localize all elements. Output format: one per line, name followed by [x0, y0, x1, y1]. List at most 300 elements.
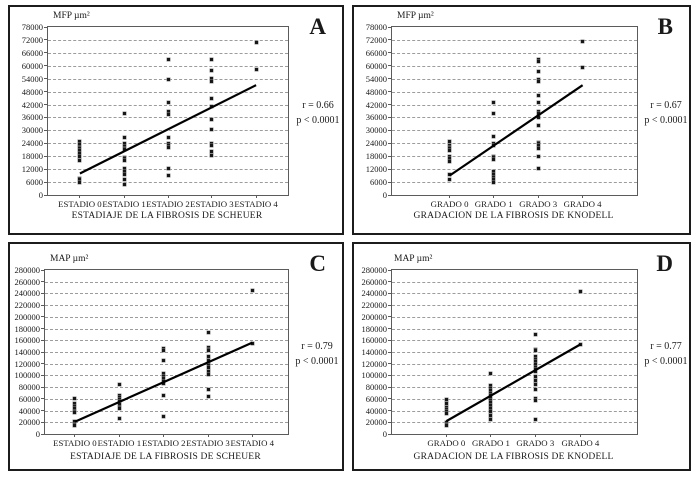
- data-point: [210, 97, 213, 100]
- data-point: [207, 355, 210, 358]
- y-axis-tick: [388, 130, 391, 131]
- y-axis-tick: [41, 398, 44, 399]
- data-point: [162, 382, 165, 385]
- data-point: [123, 159, 126, 162]
- y-axis-tick: [44, 130, 47, 131]
- y-axis-tick: [41, 352, 44, 353]
- gridline: [392, 79, 637, 80]
- x-category-label: GRADO 1: [472, 438, 510, 448]
- data-point: [207, 349, 210, 352]
- data-point: [537, 147, 540, 150]
- y-axis-tick: [388, 363, 391, 364]
- data-point: [162, 415, 165, 418]
- gridline: [45, 317, 288, 318]
- y-axis-unit-label: MAP µm²: [394, 254, 433, 264]
- data-point: [537, 155, 540, 158]
- y-axis-tick-label: 20000: [365, 417, 387, 428]
- gridline: [45, 305, 288, 306]
- x-axis-title: ESTADIAJE DE LA FIBROSIS DE SCHEUER: [70, 452, 261, 462]
- y-axis-tick-label: 18000: [365, 151, 387, 162]
- x-category-label: ESTADIO 3: [186, 438, 230, 448]
- data-point: [492, 158, 495, 161]
- y-axis-tick-label: 78000: [365, 22, 387, 32]
- data-point: [492, 112, 495, 115]
- x-category-label: ESTADIO 0: [58, 199, 102, 209]
- y-axis-tick: [388, 117, 391, 118]
- data-point: [167, 113, 170, 116]
- y-axis-tick-label: 120000: [14, 358, 40, 369]
- gridline: [45, 375, 288, 376]
- y-axis-tick-label: 42000: [21, 99, 43, 110]
- y-axis-tick-label: 60000: [365, 393, 387, 404]
- y-axis-tick: [41, 434, 44, 435]
- x-axis-tick: [119, 434, 120, 437]
- y-axis-tick: [44, 39, 47, 40]
- y-axis-tick-label: 160000: [14, 335, 40, 346]
- y-axis-tick-label: 24000: [365, 138, 387, 149]
- y-axis-tick-label: 100000: [361, 370, 387, 381]
- data-point: [123, 183, 126, 186]
- data-point: [167, 58, 170, 61]
- y-axis-tick: [44, 143, 47, 144]
- y-axis-tick: [41, 340, 44, 341]
- data-point: [210, 154, 213, 157]
- data-point: [492, 101, 495, 104]
- data-point: [167, 146, 170, 149]
- data-point: [579, 290, 582, 293]
- x-category-label: GRADO 4: [561, 438, 600, 448]
- panel-letter: C: [309, 251, 326, 276]
- data-point: [537, 101, 540, 104]
- data-point: [207, 366, 210, 369]
- x-axis-tick: [256, 195, 257, 198]
- y-axis-tick-label: 0: [35, 429, 40, 439]
- y-axis-tick: [44, 117, 47, 118]
- y-axis-tick: [388, 305, 391, 306]
- y-axis-tick: [388, 352, 391, 353]
- y-axis-unit-label: MFP µm²: [397, 11, 434, 21]
- x-axis-title: GRADACION DE LA FIBROSIS DE KNODELL: [413, 452, 614, 462]
- data-point: [579, 343, 582, 346]
- y-axis-tick-label: 220000: [361, 300, 387, 311]
- y-axis-tick-label: 160000: [361, 335, 387, 346]
- x-axis-tick: [79, 195, 80, 198]
- data-point: [210, 58, 213, 61]
- panel-letter: D: [656, 251, 673, 276]
- panel-b: [352, 5, 691, 235]
- gridline: [48, 40, 288, 41]
- y-axis-tick: [44, 52, 47, 53]
- gridline: [392, 411, 637, 412]
- data-point: [445, 424, 448, 427]
- gridline: [392, 352, 637, 353]
- x-category-label: ESTADIO 2: [146, 199, 190, 209]
- gridline: [392, 169, 637, 170]
- y-axis-tick-label: 36000: [21, 112, 43, 123]
- data-point: [537, 167, 540, 170]
- y-axis-tick: [388, 195, 391, 196]
- gridline: [392, 66, 637, 67]
- y-axis-tick-label: 48000: [21, 86, 43, 97]
- x-axis-tick: [208, 434, 209, 437]
- x-axis-tick: [446, 434, 447, 437]
- y-axis-tick-label: 78000: [21, 22, 43, 32]
- data-point: [445, 402, 448, 405]
- x-category-label: ESTADIO 1: [97, 438, 142, 448]
- y-axis-tick: [44, 104, 47, 105]
- y-axis-tick-label: 6000: [26, 177, 43, 188]
- data-point: [537, 124, 540, 127]
- data-point: [118, 417, 121, 420]
- x-axis-tick: [252, 434, 253, 437]
- y-axis-tick-label: 6000: [370, 177, 387, 188]
- data-point: [251, 342, 254, 345]
- panel-d: [352, 242, 691, 471]
- y-axis-tick: [388, 293, 391, 294]
- data-point: [448, 173, 451, 176]
- data-point: [118, 407, 121, 410]
- y-axis-tick-label: 24000: [21, 138, 43, 149]
- gridline: [392, 143, 637, 144]
- y-axis-tick: [41, 375, 44, 376]
- y-axis-tick: [388, 104, 391, 105]
- y-axis-tick-label: 30000: [365, 125, 387, 136]
- y-axis-tick-label: 200000: [361, 311, 387, 322]
- data-point: [445, 398, 448, 401]
- data-point: [534, 375, 537, 378]
- data-point: [492, 135, 495, 138]
- gridline: [392, 156, 637, 157]
- plot-area-b: [365, 22, 638, 209]
- correlation-annotation: [640, 99, 692, 128]
- x-axis-tick: [449, 195, 450, 198]
- x-axis-title: ESTADIAJE DE LA FIBROSIS DE SCHEUER: [71, 211, 263, 221]
- data-point: [73, 397, 76, 400]
- x-category-label: GRADO 4: [563, 199, 602, 209]
- panel-a: [8, 5, 344, 235]
- data-point: [207, 388, 210, 391]
- gridline: [48, 53, 288, 54]
- y-axis-tick: [388, 52, 391, 53]
- data-point: [167, 101, 170, 104]
- y-axis-tick: [388, 27, 391, 28]
- x-category-label: ESTADIO 2: [142, 438, 186, 448]
- y-axis-tick-label: 240000: [361, 288, 387, 299]
- gridline: [392, 317, 637, 318]
- data-point: [123, 178, 126, 181]
- data-point: [534, 399, 537, 402]
- gridline: [45, 387, 288, 388]
- data-point: [537, 80, 540, 83]
- data-point: [581, 66, 584, 69]
- plot-area-d: [361, 265, 638, 448]
- x-category-label: GRADO 0: [427, 438, 466, 448]
- y-axis-tick: [388, 182, 391, 183]
- gridline: [45, 329, 288, 330]
- gridline: [392, 364, 637, 365]
- y-axis-tick: [388, 169, 391, 170]
- gridline: [392, 105, 637, 106]
- data-point: [167, 78, 170, 81]
- data-point: [537, 60, 540, 63]
- y-axis-tick: [388, 398, 391, 399]
- data-point: [78, 155, 81, 158]
- gridline: [392, 329, 637, 330]
- y-axis-tick-label: 12000: [365, 164, 387, 175]
- plot-area-a: [21, 22, 289, 209]
- gridline: [392, 92, 637, 93]
- gridline: [392, 117, 637, 118]
- y-axis-tick-label: 12000: [21, 164, 43, 175]
- x-axis-tick: [493, 195, 494, 198]
- data-point: [167, 174, 170, 177]
- data-point: [123, 173, 126, 176]
- data-point: [167, 167, 170, 170]
- y-axis-tick: [388, 375, 391, 376]
- correlation-annotation: [292, 99, 344, 128]
- plot-area-c: [14, 265, 289, 448]
- x-category-label: GRADO 3: [516, 438, 555, 448]
- y-axis-tick-label: 20000: [18, 417, 40, 428]
- data-point: [210, 118, 213, 121]
- gridline: [392, 399, 637, 400]
- y-axis-tick: [41, 363, 44, 364]
- y-axis-tick: [388, 78, 391, 79]
- gridline: [392, 305, 637, 306]
- y-axis-tick: [44, 169, 47, 170]
- gridline: [392, 422, 637, 423]
- y-axis-tick: [388, 387, 391, 388]
- x-category-label: ESTADIO 1: [102, 199, 146, 209]
- y-axis-tick: [388, 281, 391, 282]
- y-axis-tick: [388, 316, 391, 317]
- y-axis-tick: [388, 340, 391, 341]
- gridline: [392, 130, 637, 131]
- y-axis-tick-label: 60000: [365, 60, 387, 71]
- gridline: [392, 387, 637, 388]
- y-axis-tick-label: 180000: [14, 323, 40, 334]
- y-axis-tick-label: 40000: [18, 405, 40, 416]
- data-point: [78, 159, 81, 162]
- y-axis-tick-label: 120000: [361, 358, 387, 369]
- gridline: [45, 282, 288, 283]
- data-point: [251, 289, 254, 292]
- x-axis-title: GRADACION DE LA FIBROSIS DE KNODELL: [413, 211, 614, 221]
- y-axis-tick-label: 80000: [365, 382, 387, 393]
- data-point: [123, 112, 126, 115]
- data-point: [207, 359, 210, 362]
- data-point: [581, 40, 584, 43]
- correlation-annotation: [640, 340, 692, 369]
- data-point: [489, 410, 492, 413]
- data-point: [489, 418, 492, 421]
- gridline: [45, 399, 288, 400]
- x-category-label: ESTADIO 0: [53, 438, 97, 448]
- data-point: [448, 160, 451, 163]
- x-axis-tick: [580, 434, 581, 437]
- data-point: [537, 112, 540, 115]
- gridline: [45, 422, 288, 423]
- y-axis-tick-label: 240000: [14, 288, 40, 299]
- data-point: [167, 136, 170, 139]
- data-point: [207, 395, 210, 398]
- data-point: [489, 372, 492, 375]
- correlation-annotation: [290, 340, 344, 369]
- data-point: [123, 136, 126, 139]
- y-axis-tick-label: 42000: [365, 99, 387, 110]
- y-axis-tick: [41, 270, 44, 271]
- y-axis-tick-label: 260000: [361, 276, 387, 287]
- p-value: p < 0.0001: [296, 114, 340, 126]
- data-point: [534, 349, 537, 352]
- data-point: [534, 370, 537, 373]
- data-point: [210, 105, 213, 108]
- y-axis-tick-label: 60000: [18, 393, 40, 404]
- data-point: [207, 373, 210, 376]
- gridline: [48, 66, 288, 67]
- y-axis-unit-label: MFP µm²: [53, 11, 90, 21]
- data-point: [534, 333, 537, 336]
- gridline: [392, 182, 637, 183]
- y-axis-tick-label: 30000: [21, 125, 43, 136]
- gridline: [392, 340, 637, 341]
- y-axis-tick-label: 220000: [14, 300, 40, 311]
- y-axis-tick-label: 66000: [21, 47, 43, 58]
- panel-c: [8, 242, 344, 471]
- gridline: [48, 117, 288, 118]
- data-point: [534, 418, 537, 421]
- y-axis-tick-label: 60000: [21, 60, 43, 71]
- x-category-label: ESTADIO 4: [230, 438, 275, 448]
- data-point: [489, 414, 492, 417]
- y-axis-tick: [41, 293, 44, 294]
- y-axis-tick: [41, 422, 44, 423]
- y-axis-tick: [44, 91, 47, 92]
- y-axis-tick: [41, 410, 44, 411]
- gridline: [48, 105, 288, 106]
- gridline: [392, 53, 637, 54]
- y-axis-tick: [44, 182, 47, 183]
- gridline: [392, 282, 637, 283]
- y-axis-tick-label: 140000: [14, 347, 40, 357]
- x-category-label: ESTADIO 3: [190, 199, 234, 209]
- x-category-label: GRADO 0: [430, 199, 469, 209]
- p-value: p < 0.0001: [644, 355, 688, 367]
- y-axis-tick-label: 260000: [14, 276, 40, 287]
- data-point: [210, 69, 213, 72]
- y-axis-tick: [44, 195, 47, 196]
- data-point: [162, 349, 165, 352]
- data-point: [210, 80, 213, 83]
- y-axis-tick: [388, 143, 391, 144]
- gridline: [45, 340, 288, 341]
- y-axis-tick-label: 80000: [18, 382, 40, 393]
- y-axis-tick-label: 48000: [365, 86, 387, 97]
- x-axis-tick: [538, 195, 539, 198]
- data-point: [448, 178, 451, 181]
- y-axis-tick-label: 180000: [361, 323, 387, 334]
- y-axis-tick: [44, 27, 47, 28]
- data-point: [445, 412, 448, 415]
- data-point: [207, 331, 210, 334]
- y-axis-tick-label: 100000: [14, 370, 40, 381]
- x-axis-tick: [163, 434, 164, 437]
- x-category-label: GRADO 1: [474, 199, 513, 209]
- data-point: [448, 140, 451, 143]
- gridline: [45, 293, 288, 294]
- data-point: [534, 379, 537, 382]
- panel-letter: B: [657, 14, 673, 39]
- data-point: [537, 94, 540, 97]
- x-category-label: ESTADIO 4: [234, 199, 278, 209]
- y-axis-tick-label: 280000: [361, 265, 387, 275]
- gridline: [48, 182, 288, 183]
- y-axis-tick-label: 0: [38, 190, 43, 200]
- data-point: [534, 383, 537, 386]
- y-axis-unit-label: MAP µm²: [50, 254, 89, 264]
- y-axis-tick-label: 54000: [365, 73, 387, 84]
- y-axis-tick-label: 280000: [14, 265, 40, 275]
- y-axis-tick: [388, 422, 391, 423]
- data-point: [123, 148, 126, 151]
- r-value: r = 0.66: [302, 100, 334, 111]
- x-axis-tick: [490, 434, 491, 437]
- r-value: r = 0.79: [301, 341, 333, 352]
- y-axis-tick-label: 200000: [14, 311, 40, 322]
- y-axis-tick-label: 0: [382, 190, 387, 200]
- y-axis-tick-label: 36000: [365, 112, 387, 123]
- y-axis-tick: [44, 156, 47, 157]
- r-value: r = 0.67: [650, 100, 682, 111]
- gridline: [48, 92, 288, 93]
- r-value: r = 0.77: [650, 341, 682, 352]
- data-point: [255, 68, 258, 71]
- y-axis-tick-label: 40000: [365, 405, 387, 416]
- data-point: [210, 128, 213, 131]
- gridline: [392, 375, 637, 376]
- y-axis-tick: [388, 328, 391, 329]
- y-axis-tick: [388, 270, 391, 271]
- y-axis-tick: [41, 387, 44, 388]
- data-point: [492, 181, 495, 184]
- gridline: [48, 130, 288, 131]
- data-point: [537, 70, 540, 73]
- data-point: [162, 394, 165, 397]
- data-point: [534, 388, 537, 391]
- y-axis-tick: [388, 91, 391, 92]
- y-axis-tick-label: 0: [382, 429, 387, 439]
- data-point: [73, 411, 76, 414]
- y-axis-tick: [388, 434, 391, 435]
- p-value: p < 0.0001: [644, 114, 688, 126]
- data-point: [162, 359, 165, 362]
- x-axis-tick: [582, 195, 583, 198]
- data-point: [492, 144, 495, 147]
- y-axis-tick: [41, 328, 44, 329]
- y-axis-tick: [44, 65, 47, 66]
- x-axis-tick: [124, 195, 125, 198]
- gridline: [392, 293, 637, 294]
- gridline: [45, 411, 288, 412]
- x-category-label: GRADO 3: [519, 199, 558, 209]
- y-axis-tick-label: 140000: [361, 347, 387, 357]
- gridline: [48, 156, 288, 157]
- data-point: [448, 149, 451, 152]
- gridline: [45, 352, 288, 353]
- y-axis-tick: [41, 316, 44, 317]
- y-axis-tick-label: 18000: [21, 151, 43, 162]
- data-point: [78, 181, 81, 184]
